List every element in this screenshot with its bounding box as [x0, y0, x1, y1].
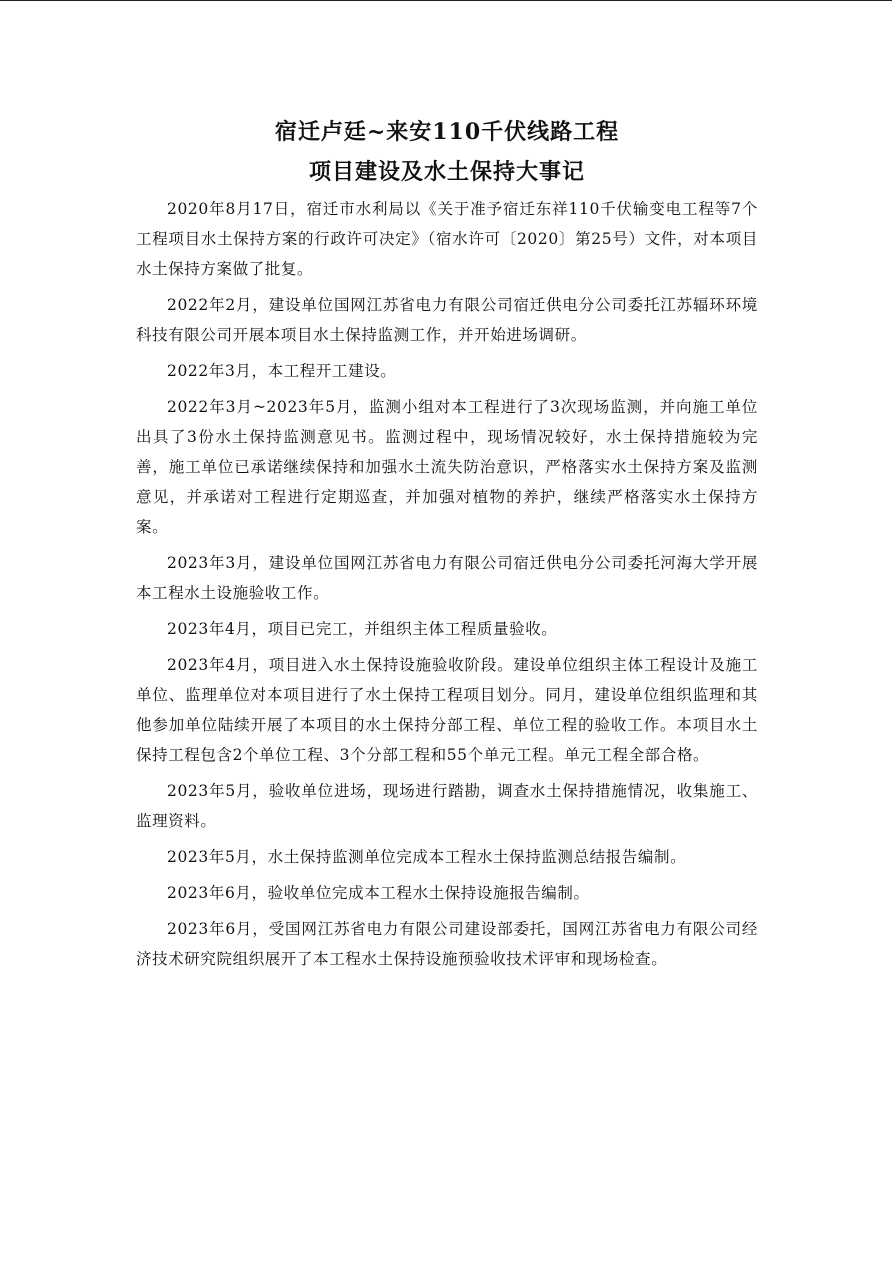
document-title-line2: 项目建设及水土保持大事记 [308, 159, 585, 185]
paragraph-2023-06-acceptance-report: 2023年6月，验收单位完成本工程水土保持设施报告编制。 [167, 884, 590, 902]
paragraph-2022-2023-site-monitoring: 2022年3月~2023年5月，监测小组对本工程进行了3次现场监测，并向施工单位出具了3份水土保持监测意见书。监测过程中，现场情况较好，水土保持措施较为完善，施工单位已承诺继续保持和加强水土流失防治意识，严格落实水土保持方案及监测意见，并承诺对工程进行定期巡查，并加强对植物的养护，继续严格落实水土保持方案。 [136, 398, 758, 536]
page-top-border [0, 0, 892, 1]
paragraph-2023-04-completion: 2023年4月，项目已完工，并组织主体工程质量验收。 [167, 620, 558, 638]
document-page [136, 112, 758, 980]
paragraph-2020-08-approval: 2020年8月17日，宿迁市水利局以《关于准予宿迁东祥110千伏输变电工程等7个工程项目水土保持方案的行政许可决定》（宿水许可〔2020〕第25号）文件，对本项目水土保持方案做了批复。 [136, 200, 758, 278]
paragraph-2022-03-construction-start: 2022年3月，本工程开工建设。 [167, 362, 397, 380]
paragraph-2023-05-site-survey: 2023年5月，验收单位进场，现场进行踏勘，调查水土保持措施情况，收集施工、监理资料。 [136, 782, 758, 830]
paragraph-2023-04-acceptance-stage: 2023年4月，项目进入水土保持设施验收阶段。建设单位组织主体工程设计及施工单位、监理单位对本项目进行了水土保持工程项目划分。同月，建设单位组织监理和其他参加单位陆续开展了本项目的水土保持分部工程、单位工程的验收工作。本项目水土保持工程包含2个单位工程、3个分部工程和55个单元工程。单元工程全部合格。 [136, 656, 758, 764]
paragraph-2023-06-pre-acceptance-review: 2023年6月，受国网江苏省电力有限公司建设部委托，国网江苏省电力有限公司经济技术研究院组织展开了本工程水土保持设施预验收技术评审和现场检查。 [136, 920, 758, 968]
paragraph-2023-03-acceptance-commission: 2023年3月，建设单位国网江苏省电力有限公司宿迁供电分公司委托河海大学开展本工程水土设施验收工作。 [136, 554, 758, 602]
document-title-line1: 宿迁卢廷~来安110千伏线路工程 [274, 119, 620, 145]
paragraph-2023-05-monitoring-report: 2023年5月，水土保持监测单位完成本工程水土保持监测总结报告编制。 [167, 848, 687, 866]
paragraph-2022-02-monitoring-commission: 2022年2月，建设单位国网江苏省电力有限公司宿迁供电分公司委托江苏辐环环境科技有限公司开展本项目水土保持监测工作，并开始进场调研。 [136, 296, 758, 344]
